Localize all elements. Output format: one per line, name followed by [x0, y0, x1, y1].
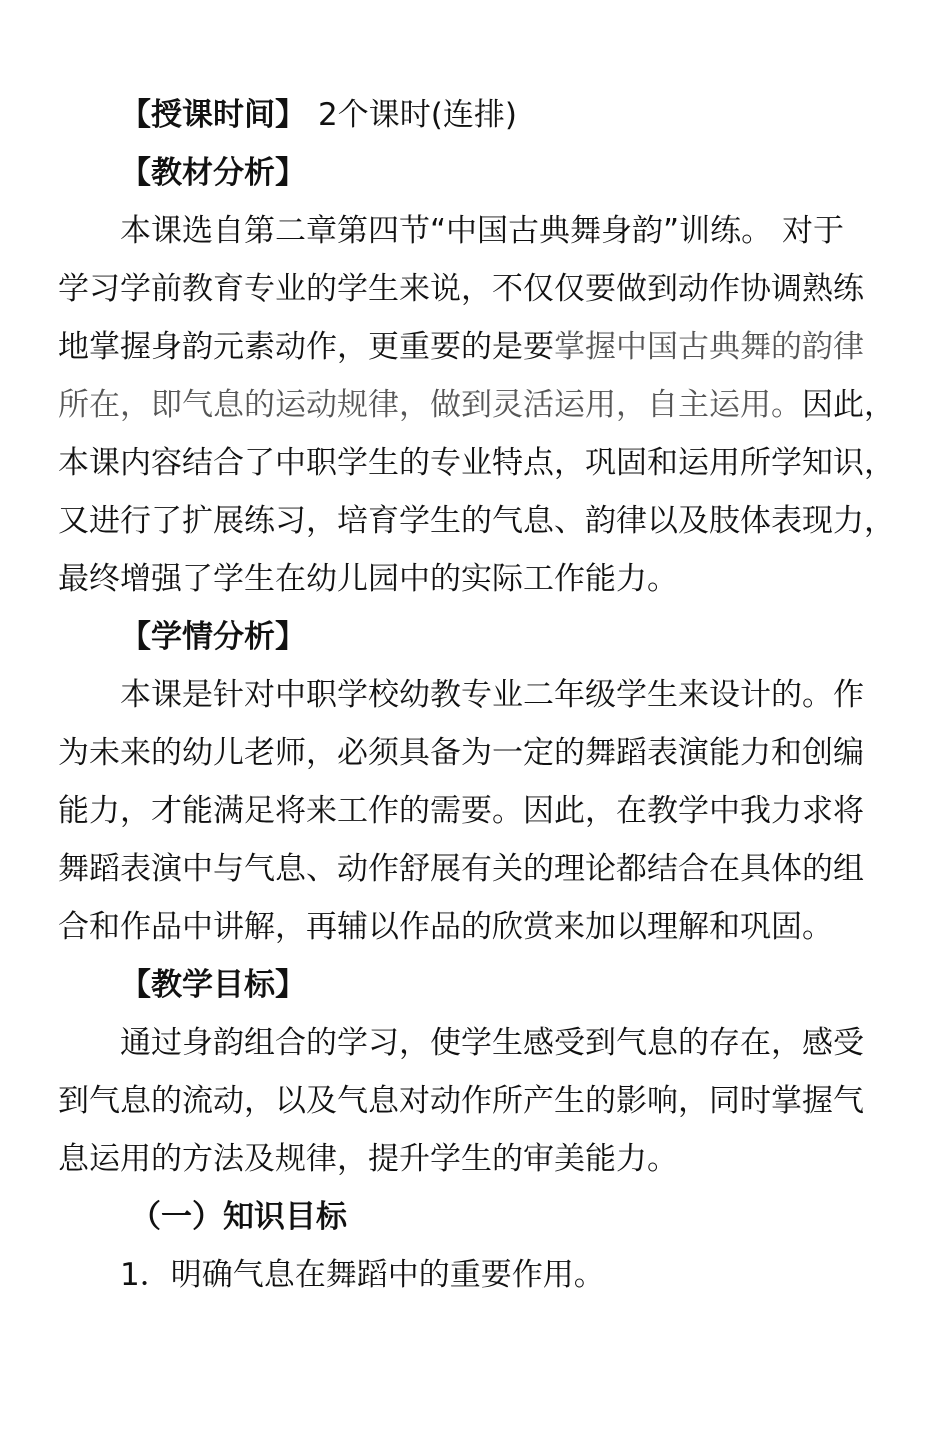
- paragraph-line: 学习学前教育专业的学生来说，不仅仅要做到动作协调熟练: [58, 271, 864, 307]
- paragraph-line: 能力，才能满足将来工作的需要。因此，在教学中我力求将: [58, 793, 864, 829]
- paragraph-line: [58, 376, 895, 434]
- time-value: 2个课时(连排): [318, 97, 517, 133]
- paragraph-line: 又进行了扩展练习，培育学生的气息、韵律以及肢体表现力，: [58, 503, 895, 539]
- paragraph-line: 舞蹈表演中与气息、动作舒展有关的理论都结合在具体的组: [58, 851, 864, 887]
- section-heading-material: 【教材分析】: [120, 155, 306, 191]
- document-page: [58, 86, 895, 1304]
- paragraph-text-gray: 掌握中国古典舞的韵律: [554, 329, 864, 365]
- paragraph-text: 地掌握身韵元素动作，更重要的是要: [58, 329, 554, 365]
- section-heading-students: 【学情分析】: [120, 619, 306, 655]
- list-item: 1．明确气息在舞蹈中的重要作用。: [120, 1257, 605, 1293]
- paragraph-line: 本课内容结合了中职学生的专业特点，巩固和运用所学知识，: [58, 445, 895, 481]
- paragraph-line: 本课是针对中职学校幼教专业二年级学生来设计的。作: [120, 677, 864, 713]
- paragraph-line: 为未来的幼儿老师，必须具备为一定的舞蹈表演能力和创编: [58, 735, 864, 771]
- paragraph-line: 息运用的方法及规律，提升学生的审美能力。: [58, 1141, 678, 1177]
- paragraph-text: 因此，: [802, 387, 895, 423]
- paragraph-text-gray: 所在，即气息的运动规律，做到灵活运用，自主运用。: [58, 387, 802, 423]
- paragraph-line: [58, 318, 864, 376]
- paragraph-line: 到气息的流动，以及气息对动作所产生的影响，同时掌握气: [58, 1083, 864, 1119]
- time-heading: 【授课时间】: [120, 97, 306, 133]
- sub-heading-knowledge: （一）知识目标: [130, 1199, 347, 1235]
- paragraph-line: 合和作品中讲解，再辅以作品的欣赏来加以理解和巩固。: [58, 909, 833, 945]
- paragraph-line: 通过身韵组合的学习，使学生感受到气息的存在，感受: [120, 1025, 864, 1061]
- paragraph-line: 最终增强了学生在幼儿园中的实际工作能力。: [58, 561, 678, 597]
- section-heading-time: [58, 86, 858, 144]
- section-heading-goals: 【教学目标】: [120, 967, 306, 1003]
- paragraph-line: 本课选自第二章第四节“中国古典舞身韵”训练。 对于: [120, 213, 844, 249]
